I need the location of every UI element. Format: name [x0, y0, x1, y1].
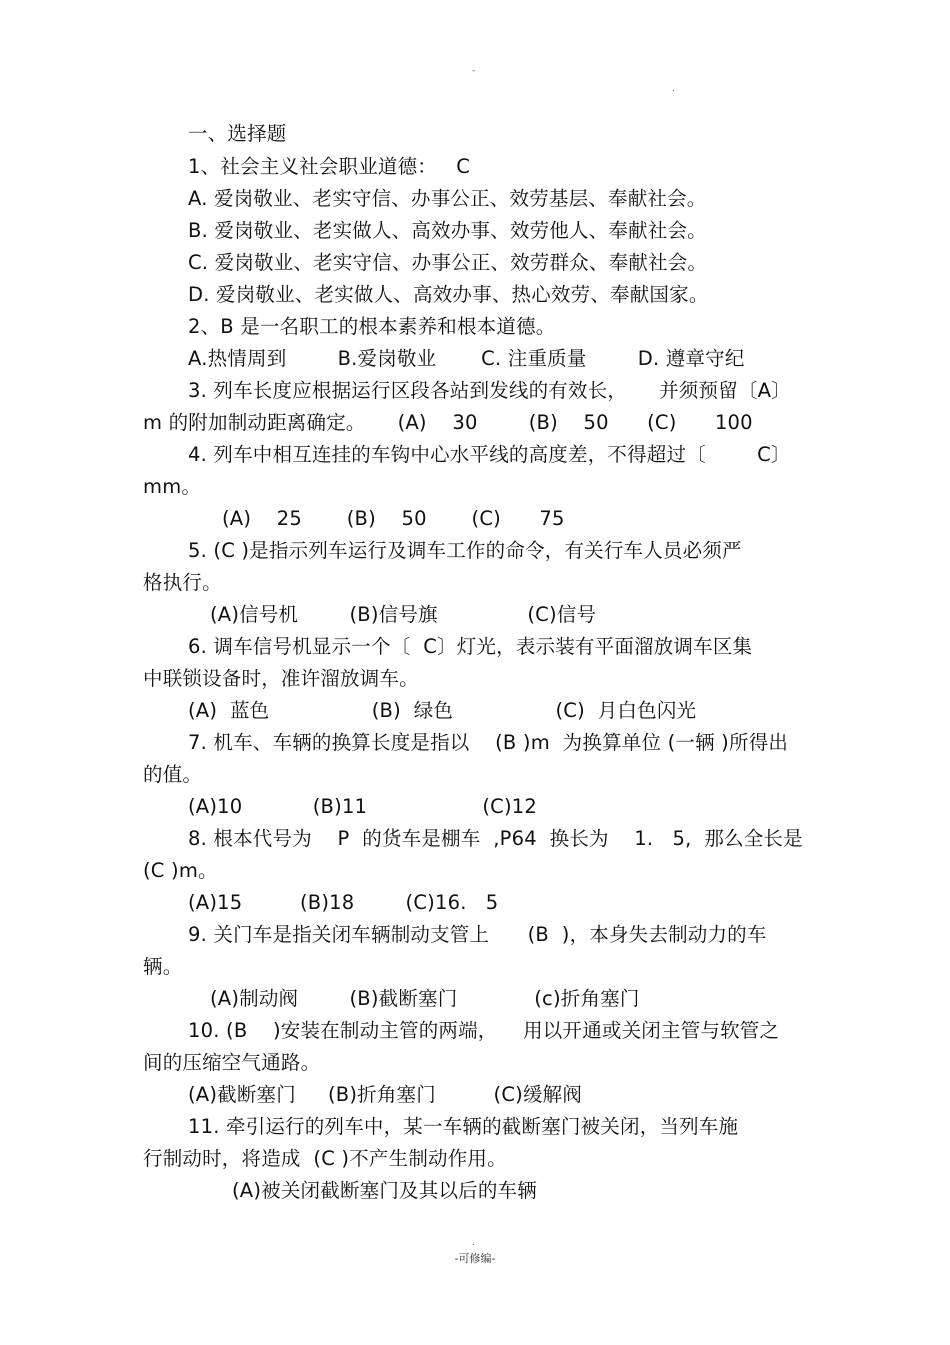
option-text: (A)被关闭截断塞门及其以后的车辆: [232, 1179, 537, 1202]
option-text: D. 爱岗敬业、老实做人、高效办事、热心效劳、奉献国家。: [188, 283, 709, 306]
options-row: (A)15 (B)18 (C)16. 5: [188, 891, 499, 914]
question-text: 6. 调车信号机显示一个〔 C〕灯光，表示装有平面溜放调车区集: [188, 635, 753, 658]
options-row: (A)信号机 (B)信号旗 (C)信号: [210, 603, 597, 626]
question-text-continued: 辆。: [143, 955, 183, 978]
question-text-continued: m 的附加制动距离确定。 (A) 30 (B) 50 (C) 100: [143, 411, 753, 434]
options-row: (A)截断塞门 (B)折角塞门 (C)缓解阀: [188, 1083, 583, 1106]
question-text-continued: 中联锁设备时，准许溜放调车。: [143, 667, 419, 690]
question-text: 11. 牵引运行的列车中，某一车辆的截断塞门被关闭，当列车施: [188, 1115, 739, 1138]
question-text: 5. (C )是指示列车运行及调车工作的命令，有关行车人员必须严: [188, 539, 742, 562]
page-footer: -可修编-: [454, 1252, 496, 1265]
section-heading: 一、选择题: [188, 122, 287, 145]
question-text: 1、社会主义社会职业道德： C: [188, 155, 471, 178]
question-text-continued: 行制动时，将造成 (C )不产生制动作用。: [143, 1147, 507, 1170]
question-text: 7. 机车、车辆的换算长度是指以 (B )m 为换算单位 (一辆 )所得出: [188, 731, 789, 754]
question-text-continued: 间的压缩空气通路。: [143, 1051, 321, 1074]
option-text: B. 爱岗敬业、老实做人、高效办事、效劳他人、奉献社会。: [188, 219, 707, 242]
question-text-continued: 的值。: [143, 763, 203, 786]
question-text: 2、B 是一名职工的根本素养和根本道德。: [188, 315, 556, 338]
options-row: (A) 25 (B) 50 (C) 75: [222, 507, 565, 530]
options-row: (A) 蓝色 (B) 绿色 (C) 月白色闪光: [188, 699, 697, 722]
options-row: A.热情周到 B.爱岗敬业 C. 注重质量 D. 遵章守纪: [188, 347, 745, 370]
option-text: A. 爱岗敬业、老实守信、办事公正、效劳基层、奉献社会。: [188, 187, 707, 210]
options-row: (A)10 (B)11 (C)12: [188, 795, 537, 818]
question-text: 9. 关门车是指关闭车辆制动支管上 (B )，本身失去制动力的车: [188, 923, 767, 946]
footer-mark: .: [472, 1238, 475, 1248]
options-row: (A)制动阀 (B)截断塞门 (c)折角塞门: [210, 987, 640, 1010]
header-mark-left: -: [472, 66, 476, 76]
question-text: 4. 列车中相互连挂的车钩中心水平线的高度差，不得超过〔 C〕: [188, 443, 791, 466]
question-text: 3. 列车长度应根据运行区段各站到发线的有效长， 并须预留〔A〕: [188, 379, 791, 402]
question-text: 10. (B )安装在制动主管的两端， 用以开通或关闭主管与软管之: [188, 1019, 780, 1042]
question-text-continued: (C )m。: [143, 859, 218, 882]
header-mark-right: .: [672, 84, 675, 94]
question-text: 8. 根本代号为 P 的货车是棚车 ,P64 换长为 1. 5, 那么全长是: [188, 827, 803, 850]
question-text-continued: mm。: [143, 475, 202, 498]
option-text: C. 爱岗敬业、老实守信、办事公正、效劳群众、奉献社会。: [188, 251, 708, 274]
question-text-continued: 格执行。: [143, 571, 222, 594]
